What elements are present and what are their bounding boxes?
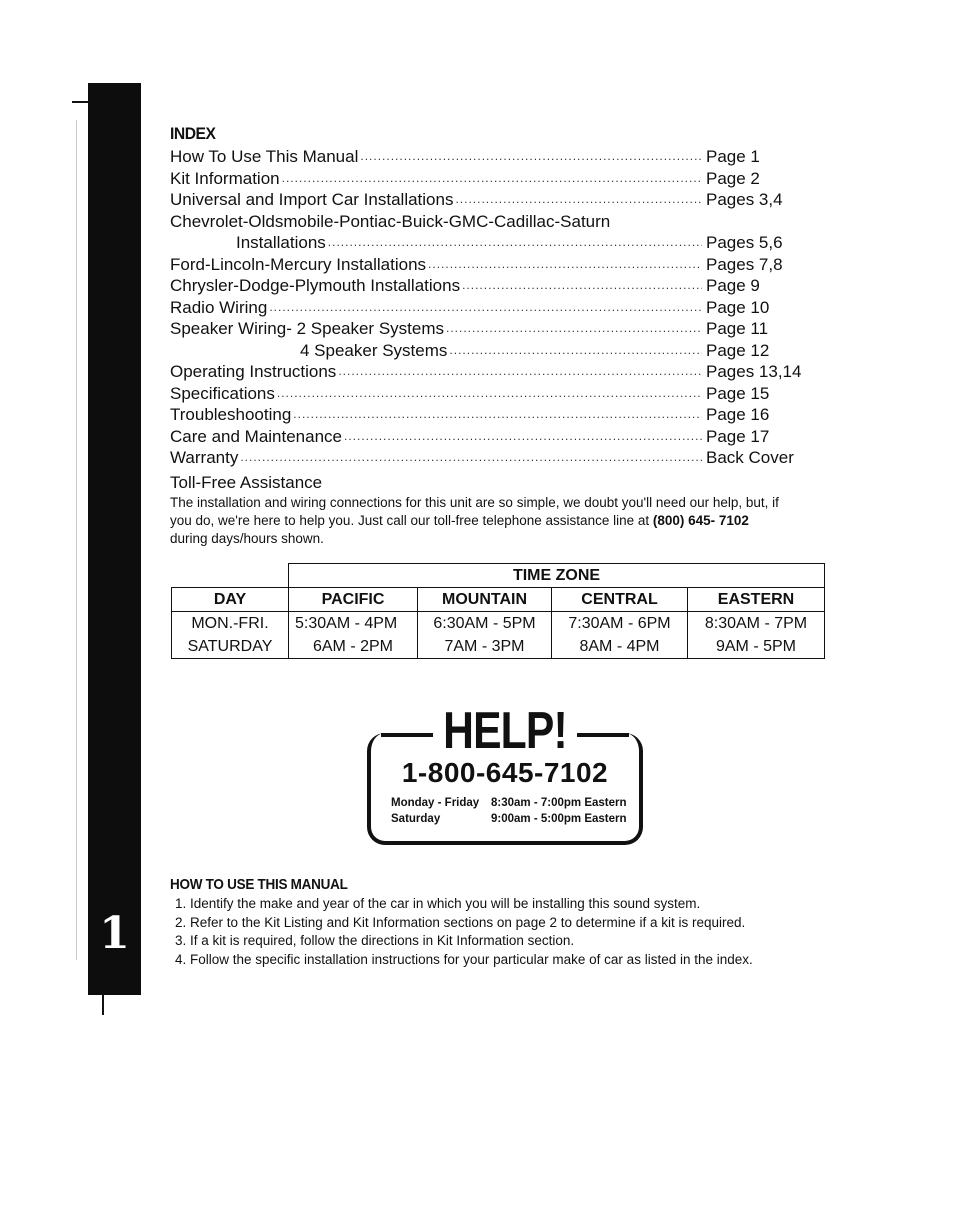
help-box [367,702,643,845]
table-row: SATURDAY 6AM - 2PM 7AM - 3PM 8AM - 4PM 9AM - 5PM [172,635,825,659]
help-phone: 1-800-645-7102 [401,757,609,788]
col-header-eastern: EASTERN [688,588,825,612]
side-page-tab [88,83,141,995]
index-section [170,124,820,548]
toll-free-text: The installation and wiring connections for this unit are so simple, we doubt you'll need our help, but, if you do, we're here to help you. Just call our toll-free telephone assistance line at (800) 645- 7102 during days/hours shown. [170,494,779,546]
how-to-heading: HOW TO USE THIS MANUAL [170,876,348,893]
toll-free-phone: (800) 645- 7102 [652,512,749,528]
list-item: 1. Identify the make and year of the car in which you will be installing this sound system. [190,895,830,914]
index-entry: Ford-Lincoln-Mercury Installations ..... Pages 7,8 [170,254,810,276]
page-number: 1 [99,908,130,959]
index-entry: Warranty ..... Back Cover [170,447,810,469]
index-entry: Installations ..... Pages 5,6 [170,232,810,254]
time-zone-header: TIME ZONE [289,564,825,588]
index-entry-gm: Chevrolet-Oldsmobile-Pontiac-Buick-GMC-Cadillac-Saturn [170,211,611,231]
index-entry: How To Use This Manual ..... Page 1 [170,146,810,168]
index-entry: Specifications ..... Page 15 [170,383,810,405]
how-to-section [170,876,830,969]
index-entry: Speaker Wiring- 2 Speaker Systems ..... Page 11 [170,318,810,340]
index-entry: Universal and Import Car Installations ..... Pages 3,4 [170,189,810,211]
index-entry: Chrysler-Dodge-Plymouth Installations ..... Page 9 [170,275,810,297]
table-row: MON.-FRI. 5:30AM - 4PM 6:30AM - 5PM 7:30AM - 6PM 8:30AM - 7PM [172,612,825,636]
crop-mark-top [72,101,88,103]
list-item: 3. If a kit is required, follow the directions in Kit Information section. [190,932,830,951]
col-header-central: CENTRAL [552,588,688,612]
list-item: 4. Follow the specific installation instructions for your particular make of car as listed in the index. [190,951,830,970]
col-header-pacific: PACIFIC [289,588,418,612]
scan-edge-line [76,120,77,960]
index-entry: Kit Information ..... Page 2 [170,168,810,190]
col-header-day: DAY [172,588,289,612]
time-zone-table [171,563,825,659]
index-entry: Troubleshooting ..... Page 16 [170,404,810,426]
index-entry: Operating Instructions ..... Pages 13,14 [170,361,810,383]
crop-mark-bottom [102,995,104,1015]
index-entry: 4 Speaker Systems ..... Page 12 [170,340,810,362]
index-heading: INDEX [170,124,216,143]
index-entry: Radio Wiring ..... Page 10 [170,297,810,319]
toll-free-title: Toll-Free Assistance [170,472,323,492]
list-item: 2. Refer to the Kit Listing and Kit Information sections on page 2 to determine if a kit is required. [190,914,830,933]
how-to-steps [170,895,830,969]
index-entry: Care and Maintenance ..... Page 17 [170,426,810,448]
help-title: HELP! [443,702,567,760]
col-header-mountain: MOUNTAIN [418,588,552,612]
help-hours: Monday - Friday 8:30am - 7:00pm Eastern Saturday 9:00am - 5:00pm Eastern [391,797,627,825]
